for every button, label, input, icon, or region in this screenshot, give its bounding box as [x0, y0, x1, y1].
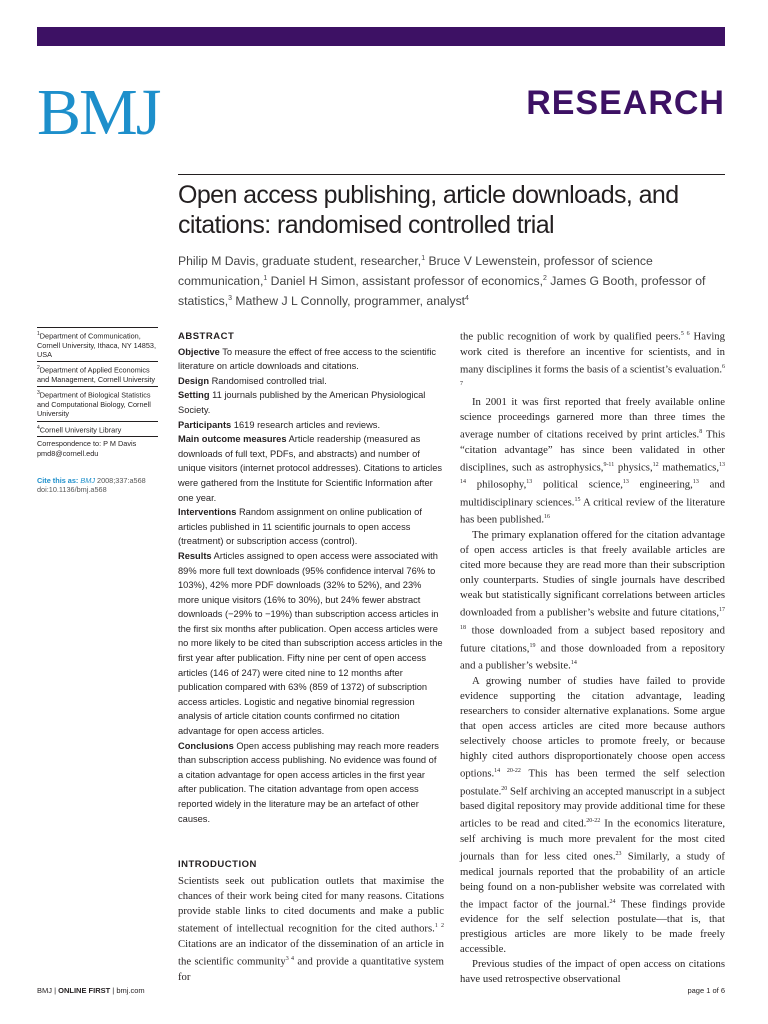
- reference-marker: 13 14: [460, 461, 726, 486]
- reference-marker: 12: [652, 461, 659, 468]
- text-run: These findings provide evidence for the self selection postulate—that is, that prestigious articles are more likely to be made freely accessible.: [460, 898, 725, 956]
- abstract-section: [178, 432, 444, 505]
- reference-marker: 15: [574, 496, 581, 503]
- author: Daniel H Simon, assistant professor of economics,: [267, 274, 543, 289]
- reference-marker: 14: [570, 660, 577, 667]
- text-run: Having work cited is therefore an incentive for scientists, and in many disciplines it forms the basis of a scientist’s evaluation.: [460, 330, 725, 376]
- author: James G Booth, professor of statistics,: [178, 274, 706, 309]
- introduction: [178, 857, 444, 985]
- doi[interactable]: doi:10.1136/bmj.a568: [37, 485, 107, 495]
- cite-journal: BMJ: [80, 475, 95, 485]
- affiliation-number: 4: [37, 424, 40, 431]
- affiliations-sidebar: [37, 327, 158, 495]
- affiliation: [37, 387, 158, 421]
- affiliation-text: Department of Communication, Cornell University, Ithaca, NY 14853, USA: [37, 331, 156, 360]
- footer-online-first: ONLINE FIRST: [58, 986, 111, 995]
- author-affil-number: 3: [228, 295, 233, 303]
- text-run: the public recognition of work by qualified peers.: [460, 330, 681, 343]
- abstract-label: Objective: [178, 346, 220, 357]
- abstract-text: Articles assigned to open access were associated with 89% more full text downloads (95% confidence interval 76% to 103%), 42% more PDF downloads (32% to 52%), and 23% more unique visitors (16% to 30%), but 24% fewer abstract downloads (−29% to −19%) than subscription access articles in the first six months after publication. Open access articles were no more likely to be cited than subscription access articles in the first year after publication. Fifty nine per cent of open access articles (146 of 247) were cited nine to 12 months after publication compared with 63% (859 of 1372) of subscription access articles. Logistic and negative binomial regression analysis of article citation counts confirmed no citation advantage for open access articles.: [178, 550, 443, 737]
- citation-block: [37, 476, 158, 495]
- abstract-heading: ABSTRACT: [178, 331, 235, 342]
- abstract-label: Interventions: [178, 507, 237, 518]
- bmj-logo: BMJ: [37, 76, 160, 149]
- text-run: and those downloaded from a repository and a publisher’s website.: [460, 642, 725, 672]
- abstract-text: 1619 research articles and reviews.: [231, 419, 381, 430]
- abstract-label: Participants: [178, 419, 232, 430]
- reference-marker: 20: [501, 785, 508, 792]
- right-column: [460, 327, 725, 987]
- reference-marker: 20-22: [586, 818, 601, 825]
- body-paragraph: [460, 674, 725, 958]
- reference-marker: 13: [526, 479, 533, 486]
- abstract-label: Setting: [178, 390, 210, 401]
- reference-marker: 5 6: [680, 331, 690, 337]
- abstract-label: Design: [178, 375, 209, 386]
- text-run: In the economics literature, self archiving is much more prevalent for the most cited journals than for less cited ones.: [460, 817, 725, 863]
- author-affil-number: 1: [263, 275, 268, 283]
- abstract: [178, 330, 444, 826]
- affiliation-number: 2: [37, 365, 40, 372]
- abstract-label: Results: [178, 550, 212, 561]
- correspondence-email[interactable]: pmd8@cornell.edu: [37, 448, 99, 458]
- text-run: This has been termed the self selection postulate.: [460, 767, 725, 798]
- page-number: page 1 of 6: [687, 986, 725, 995]
- footer-site: | bmj.com: [110, 986, 145, 995]
- reference-marker: 16: [544, 514, 550, 521]
- correspondence: [37, 437, 158, 458]
- text-run: Self archiving an accepted manuscript in a subject based digital repository may provide additional time for these articles to be read and cited.: [460, 785, 725, 830]
- abstract-text: Randomised controlled trial.: [209, 375, 327, 386]
- text-run: Previous studies of the impact of open access on citations have used retrospective observational: [460, 958, 725, 986]
- reference-marker: 3 4: [285, 956, 294, 963]
- author: Bruce V Lewenstein, professor of science communication,: [178, 254, 653, 289]
- abstract-text: 11 journals published by the American Physiological Society.: [178, 390, 426, 415]
- abstract-section: [178, 418, 444, 433]
- footer-journal: BMJ: [37, 986, 52, 995]
- abstract-section: [178, 374, 444, 389]
- cite-label: Cite this as:: [37, 475, 79, 485]
- abstract-text: Article readership (measured as downloads of full text, PDFs, and abstracts) and number of unique visitors (internet protocol addresses). Citations to articles were gathered from the Institute for Scientific Information after one year.: [178, 434, 443, 503]
- footer-left: [37, 986, 145, 995]
- reference-marker: 9-11: [603, 461, 615, 468]
- author-affil-number: 1: [421, 255, 426, 262]
- reference-marker: 6 7: [460, 363, 725, 388]
- reference-marker: 19: [529, 642, 536, 649]
- affiliation: [37, 362, 158, 387]
- reference-marker: 1 2: [434, 923, 444, 930]
- top-color-bar: [37, 27, 725, 46]
- correspondence-name: Correspondence to: P M Davis: [37, 439, 137, 449]
- author: Mathew J L Connolly, programmer, analyst: [232, 294, 466, 309]
- author: Philip M Davis, graduate student, researcher,: [178, 254, 422, 269]
- text-run: and provide a quantitative system for: [178, 955, 444, 983]
- introduction-heading: INTRODUCTION: [178, 859, 257, 870]
- abstract-section: [178, 549, 444, 739]
- text-run: physics,: [614, 461, 653, 474]
- reference-marker: 23: [615, 850, 622, 857]
- abstract-text: Open access publishing may reach more readers than subscription access publishing. No evidence was found of a citation advantage for open access articles in the first year after publication. The citation advantage from open access reported widely in the literature may be an artefact of other causes.: [178, 740, 439, 824]
- abstract-section: [178, 739, 444, 827]
- text-run: This “citation advantage” has since been validated in other disciplines, such as astrophysics,: [460, 428, 725, 474]
- text-run: philosophy,: [466, 478, 527, 491]
- text-run: political science,: [532, 478, 623, 491]
- author-affil-number: 4: [465, 295, 469, 303]
- affiliation: [37, 327, 158, 362]
- section-label: RESEARCH: [526, 84, 725, 122]
- reference-marker: 8: [699, 428, 703, 435]
- body-paragraph: [460, 957, 725, 987]
- text-run: and multidisciplinary sciences.: [460, 478, 726, 509]
- affiliation-number: 3: [37, 390, 40, 397]
- affiliation: [37, 422, 158, 438]
- abstract-section: [178, 345, 444, 374]
- text-run: mathematics,: [658, 461, 720, 474]
- abstract-label: Main outcome measures: [178, 434, 287, 445]
- text-run: A critical review of the literature has been published.: [460, 496, 725, 527]
- reference-marker: 13: [622, 479, 629, 486]
- body-paragraph: [460, 395, 725, 528]
- text-run: The primary explanation offered for the citation advantage of open access articles is that freely available articles are cited more because they are read more than their subscription only counterparts. Studies of single journals have described weak but statistically significant correlations between articles downloaded from a publisher’s website and future citations,: [460, 529, 725, 619]
- reference-marker: 24: [609, 898, 616, 905]
- affiliation-text: Cornell University Library: [39, 425, 122, 435]
- reference-marker: 17 18: [460, 607, 725, 631]
- text-run: engineering,: [628, 478, 693, 491]
- affiliation-text: Department of Biological Statistics and Computational Biology, Cornell University: [37, 390, 151, 419]
- author-list: [178, 250, 728, 310]
- text-run: those downloaded from a subject based repository and future citations,: [460, 624, 725, 655]
- cite-reference: 2008;337:a568: [94, 475, 146, 485]
- abstract-text: To measure the effect of free access to the scientific literature on article downloads and citations.: [178, 346, 437, 372]
- author-affil-number: 2: [542, 275, 547, 283]
- abstract-section: [178, 505, 444, 549]
- footer-sep: |: [52, 986, 59, 995]
- body-paragraph: [460, 528, 725, 674]
- abstract-text: Random assignment on online publication of articles published in 11 scientific journals to open access (treatment) or subscription access (control).: [178, 507, 422, 547]
- title-divider: [178, 174, 725, 175]
- abstract-section: [178, 388, 444, 417]
- abstract-label: Conclusions: [178, 740, 234, 751]
- affiliation-text: Department of Applied Economics and Management, Cornell University: [37, 365, 156, 385]
- reference-marker: 14 20-22: [494, 768, 521, 775]
- text-run: Citations are an indicator of the dissemination of an article in the scientific community: [178, 938, 444, 968]
- article-title: Open access publishing, article downloads, and citations: randomised controlled trial: [178, 181, 679, 239]
- body-paragraph: [460, 327, 725, 395]
- text-run: In 2001 it was first reported that freely available online science proceedings garnered more than three times the average number of citations received by print articles.: [460, 395, 725, 441]
- affiliation-number: 1: [37, 331, 40, 337]
- text-run: Scientists seek out publication outlets that maximise the chances of their work being cited for many reasons. Citations provide stable links to cited documents and make a public statement of intellectual recognition for the cited authors.: [178, 875, 444, 935]
- reference-marker: 13: [692, 479, 699, 486]
- text-run: Similarly, a study of medical journals reported that the probability of an article being found on a non-publisher website was correlated with the impact factor of the journal.: [460, 850, 725, 911]
- body-paragraph: [178, 874, 444, 985]
- text-run: A growing number of studies have failed to provide evidence supporting the citation advantage, leading researchers to consider alternative explanations. Some argue that open access articles are cited more because authors selectively choose articles to promote freely, or because highly cited authors disproportionately choose open access options.: [460, 674, 725, 780]
